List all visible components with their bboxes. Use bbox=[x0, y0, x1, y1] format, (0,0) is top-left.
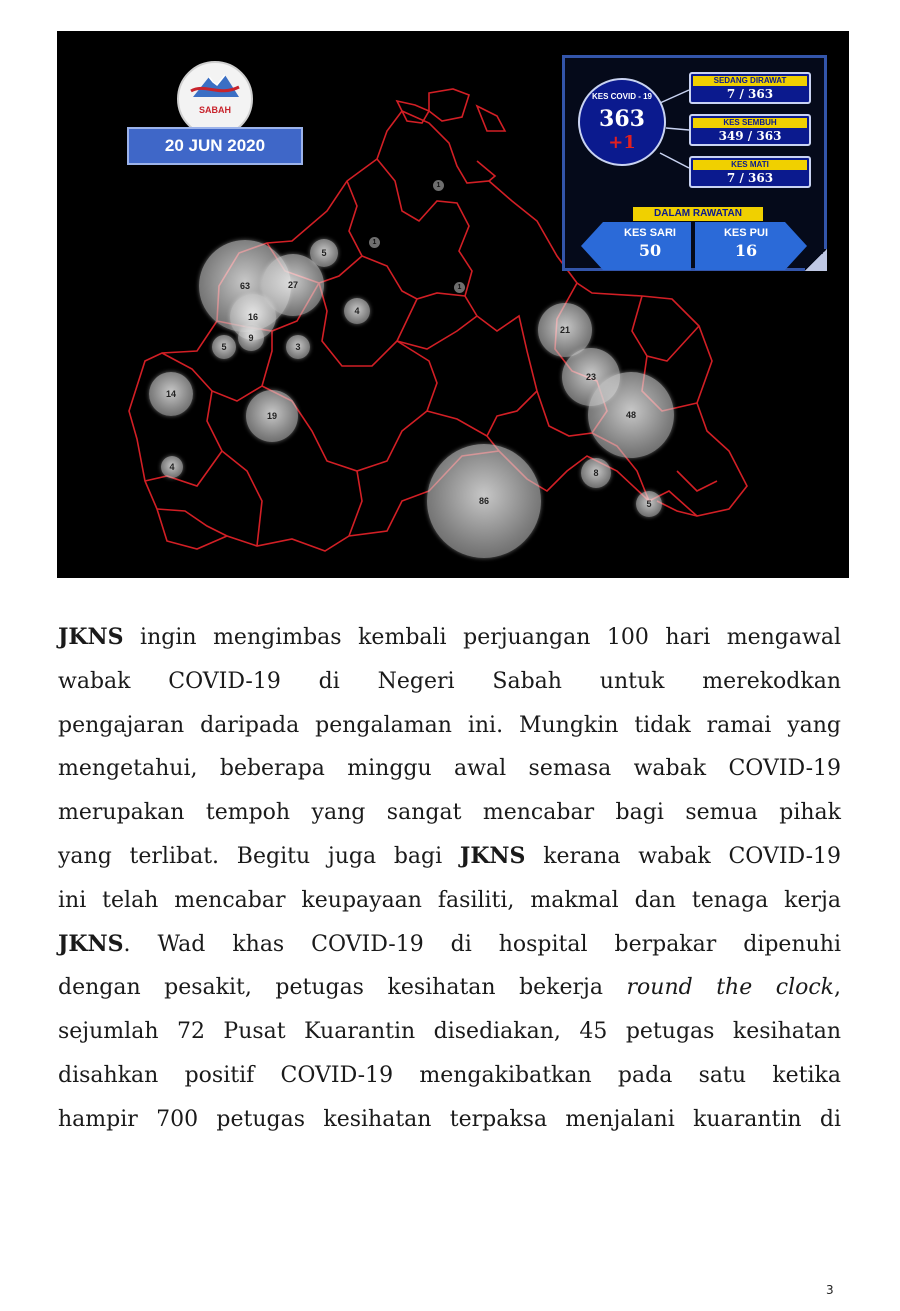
kes-mati-label: KES MATI bbox=[693, 160, 806, 170]
text-run: yang terlibat. Begitu juga bagi bbox=[58, 843, 460, 869]
paragraph-line bbox=[58, 791, 841, 835]
kes-sembuh-box bbox=[689, 114, 811, 146]
paragraph-line bbox=[58, 660, 841, 704]
paragraph-line bbox=[58, 616, 841, 660]
case-bubble: 14 bbox=[149, 372, 193, 416]
case-bubble: 48 bbox=[588, 372, 674, 458]
text-run: hampir 700 petugas kesihatan terpaksa menjalani kuarantin di bbox=[58, 1106, 841, 1132]
paragraph-line bbox=[58, 966, 841, 1010]
text-run: dengan pesakit, petugas kesihatan bekerja bbox=[58, 975, 627, 1001]
paragraph-line bbox=[58, 879, 841, 923]
body-paragraph bbox=[58, 616, 841, 1142]
kes-pui-value: 16 bbox=[734, 241, 758, 260]
logo-text: SABAH bbox=[198, 105, 231, 115]
kes-mati-value: 7 / 363 bbox=[726, 171, 774, 185]
text-run: ingin mengimbas kembali perjuangan 100 hari mengawal bbox=[123, 625, 841, 650]
region-marker: 1 bbox=[369, 237, 380, 248]
stats-panel bbox=[562, 55, 827, 271]
italic-text: round the clock bbox=[626, 975, 835, 1001]
sabah-logo bbox=[177, 61, 253, 137]
text-run: ini telah mencabar keupayaan fasiliti, makmal dan tenaga kerja bbox=[58, 887, 841, 913]
text-run: wabak COVID-19 di Negeri Sabah untuk merekodkan bbox=[58, 668, 841, 694]
case-bubble: 63 bbox=[199, 240, 291, 332]
paragraph-line bbox=[58, 747, 841, 791]
case-bubble: 5 bbox=[212, 335, 236, 359]
page-number: 3 bbox=[826, 1283, 834, 1297]
text-run: mengetahui, beberapa minggu awal semasa wabak COVID-19 bbox=[58, 756, 841, 782]
case-bubble: 5 bbox=[636, 491, 662, 517]
dalam-rawatan-label: DALAM RAWATAN bbox=[633, 207, 763, 221]
kes-pui-box bbox=[701, 226, 791, 266]
paragraph-line bbox=[58, 1010, 841, 1054]
kes-pui-label: KES PUI bbox=[723, 227, 768, 239]
case-bubble: 4 bbox=[344, 298, 370, 324]
case-bubble: 8 bbox=[581, 458, 611, 488]
case-bubble: 4 bbox=[161, 456, 183, 478]
text-run: pengajaran daripada pengalaman ini. Mungkin tidak ramai yang bbox=[58, 712, 841, 738]
page-curl-corner bbox=[805, 249, 827, 271]
case-bubble: 23 bbox=[562, 348, 620, 406]
paragraph-line bbox=[58, 923, 841, 967]
new-cases-value: +1 bbox=[608, 132, 636, 153]
kes-covid-label: KES COVID - 19 bbox=[591, 92, 652, 101]
case-bubble: 19 bbox=[246, 390, 298, 442]
paragraph-line bbox=[58, 1098, 841, 1142]
total-cases-value: 363 bbox=[599, 106, 645, 132]
case-bubble: 16 bbox=[230, 294, 276, 340]
kes-sembuh-value: 349 / 363 bbox=[718, 129, 782, 143]
kes-sari-value: 50 bbox=[638, 241, 662, 260]
covid-map-figure bbox=[57, 31, 849, 578]
paragraph-line bbox=[58, 704, 841, 748]
text-run: kerana wabak COVID-19 bbox=[525, 843, 841, 869]
text-run: merupakan tempoh yang sangat mencabar bagi semua pihak bbox=[58, 800, 841, 826]
bold-text: JKNS bbox=[459, 842, 526, 869]
case-bubble: 3 bbox=[286, 335, 310, 359]
text-run: disahkan positif COVID-19 mengakibatkan pada satu ketika bbox=[58, 1062, 841, 1088]
case-bubble: 21 bbox=[538, 303, 592, 357]
date-badge: 20 JUN 2020 bbox=[127, 127, 303, 165]
kes-sembuh-label: KES SEMBUH bbox=[693, 118, 806, 128]
sedang-dirawat-box bbox=[689, 72, 811, 104]
paragraph-line bbox=[58, 1054, 841, 1098]
sedang-dirawat-value: 7 / 363 bbox=[726, 87, 774, 101]
case-bubble: 9 bbox=[238, 325, 264, 351]
region-marker: 1 bbox=[454, 282, 465, 293]
text-run: , bbox=[834, 975, 842, 1001]
case-bubble: 5 bbox=[310, 239, 338, 267]
kes-sari-label: KES SARI bbox=[624, 227, 676, 239]
region-marker: 1 bbox=[433, 180, 444, 191]
kes-mati-box bbox=[689, 156, 811, 188]
bold-text: JKNS bbox=[58, 930, 124, 957]
paragraph-line bbox=[58, 835, 841, 879]
total-cases-circle bbox=[578, 78, 666, 166]
kes-sari-box bbox=[605, 226, 695, 266]
bold-text: JKNS bbox=[58, 624, 124, 650]
case-bubble: 86 bbox=[427, 444, 541, 558]
text-run: sejumlah 72 Pusat Kuarantin disediakan, 45 petugas kesihatan bbox=[58, 1019, 841, 1045]
case-bubble: 27 bbox=[262, 254, 324, 316]
sedang-dirawat-label: SEDANG DIRAWAT bbox=[693, 76, 806, 86]
text-run: . Wad khas COVID-19 di hospital berpakar dipenuhi bbox=[123, 931, 841, 957]
